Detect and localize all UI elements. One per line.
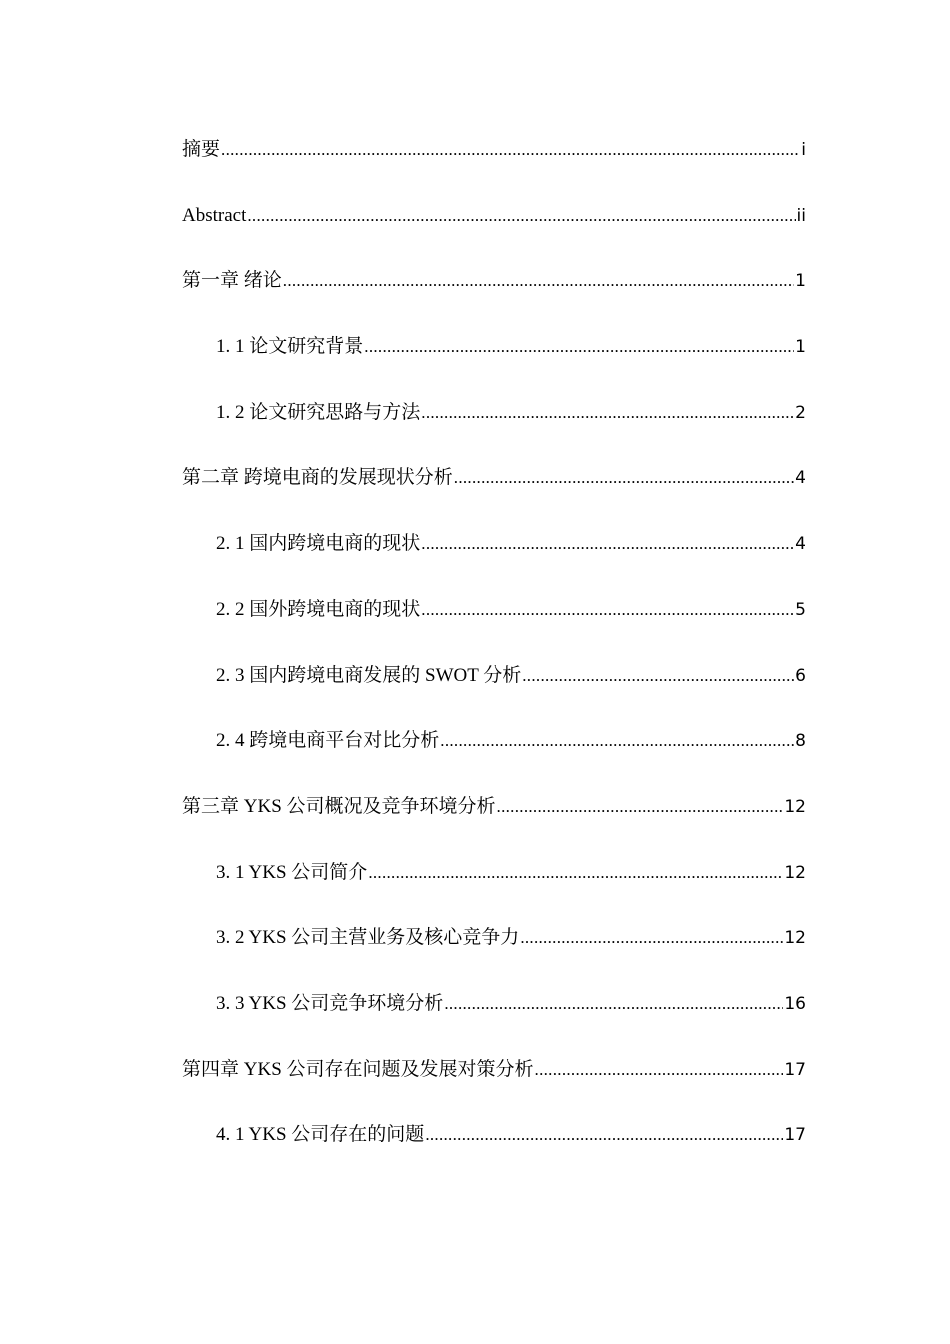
toc-entry-page: 17 — [784, 1059, 806, 1080]
toc-entry-section-3-3[interactable] — [182, 984, 806, 1050]
toc-leader-dots — [454, 458, 794, 498]
toc-entry-page: ii — [796, 205, 806, 226]
toc-entry-page: 5 — [795, 599, 806, 620]
toc-leader-dots — [444, 984, 783, 1024]
toc-entry-chapter-3[interactable] — [182, 787, 806, 853]
toc-leader-dots — [247, 196, 795, 236]
toc-entry-section-3-2[interactable] — [182, 918, 806, 984]
toc-entry-chapter-1[interactable] — [182, 261, 806, 327]
toc-entry-abstract-cn[interactable] — [182, 130, 806, 196]
toc-entry-title: 1. 1 论文研究背景 — [216, 336, 364, 358]
toc-leader-dots — [440, 721, 794, 761]
toc-entry-section-2-2[interactable] — [182, 590, 806, 656]
toc-entry-page: 2 — [795, 402, 806, 423]
toc-entry-section-1-2[interactable] — [182, 393, 806, 459]
toc-entry-page: i — [801, 140, 806, 160]
toc-entry-page: 6 — [795, 665, 806, 686]
toc-entry-page: 1 — [795, 337, 806, 358]
toc-entry-title: 1. 2 论文研究思路与方法 — [216, 401, 421, 423]
toc-leader-dots — [522, 656, 794, 696]
toc-entry-chapter-2[interactable] — [182, 458, 806, 524]
toc-entry-title: 3. 2 YKS 公司主营业务及核心竞争力 — [216, 927, 520, 949]
toc-entry-title: Abstract — [182, 204, 247, 226]
toc-leader-dots — [283, 261, 794, 301]
toc-entry-title: 2. 4 跨境电商平台对比分析 — [216, 730, 440, 752]
toc-entry-page: 1 — [795, 271, 806, 292]
toc-entry-title: 摘要 — [182, 139, 221, 160]
toc-entry-abstract-en[interactable] — [182, 196, 806, 262]
toc-entry-page: 12 — [784, 796, 806, 817]
toc-entry-section-2-4[interactable] — [182, 721, 806, 787]
toc-entry-title: 2. 1 国内跨境电商的现状 — [216, 533, 421, 555]
toc-entry-title: 4. 1 YKS 公司存在的问题 — [216, 1124, 425, 1146]
toc-entry-chapter-4[interactable] — [182, 1050, 806, 1116]
toc-entry-page: 17 — [784, 1125, 806, 1146]
toc-leader-dots — [535, 1050, 784, 1090]
toc-leader-dots — [421, 393, 794, 433]
toc-entry-section-2-1[interactable] — [182, 524, 806, 590]
toc-leader-dots — [364, 327, 794, 367]
toc-leader-dots — [221, 130, 800, 170]
toc-entry-section-2-3[interactable] — [182, 656, 806, 722]
toc-leader-dots — [425, 1115, 783, 1155]
toc-entry-page: 4 — [795, 468, 806, 489]
toc-entry-title: 第三章 YKS 公司概况及竞争环境分析 — [182, 795, 496, 817]
toc-entry-title: 2. 2 国外跨境电商的现状 — [216, 598, 421, 620]
toc-entry-title: 3. 3 YKS 公司竞争环境分析 — [216, 992, 444, 1014]
toc-leader-dots — [368, 853, 783, 893]
toc-entry-page: 12 — [784, 928, 806, 949]
toc-leader-dots — [497, 787, 784, 827]
toc-leader-dots — [520, 918, 783, 958]
toc-entry-page: 16 — [784, 993, 806, 1014]
toc-entry-page: 4 — [795, 534, 806, 555]
toc-entry-section-3-1[interactable] — [182, 853, 806, 919]
toc-entry-page: 12 — [784, 862, 806, 883]
toc-entry-page: 8 — [795, 731, 806, 752]
toc-entry-section-1-1[interactable] — [182, 327, 806, 393]
toc-entry-title: 第四章 YKS 公司存在问题及发展对策分析 — [182, 1058, 534, 1080]
toc-entry-title: 第一章 绪论 — [182, 270, 282, 292]
toc-entry-title: 3. 1 YKS 公司简介 — [216, 861, 368, 883]
toc-entry-title: 第二章 跨境电商的发展现状分析 — [182, 467, 453, 489]
toc-leader-dots — [421, 590, 794, 630]
toc-leader-dots — [421, 524, 794, 564]
table-of-contents — [182, 130, 806, 1181]
toc-entry-title: 2. 3 国内跨境电商发展的 SWOT 分析 — [216, 664, 522, 686]
toc-entry-section-4-1[interactable] — [182, 1115, 806, 1181]
